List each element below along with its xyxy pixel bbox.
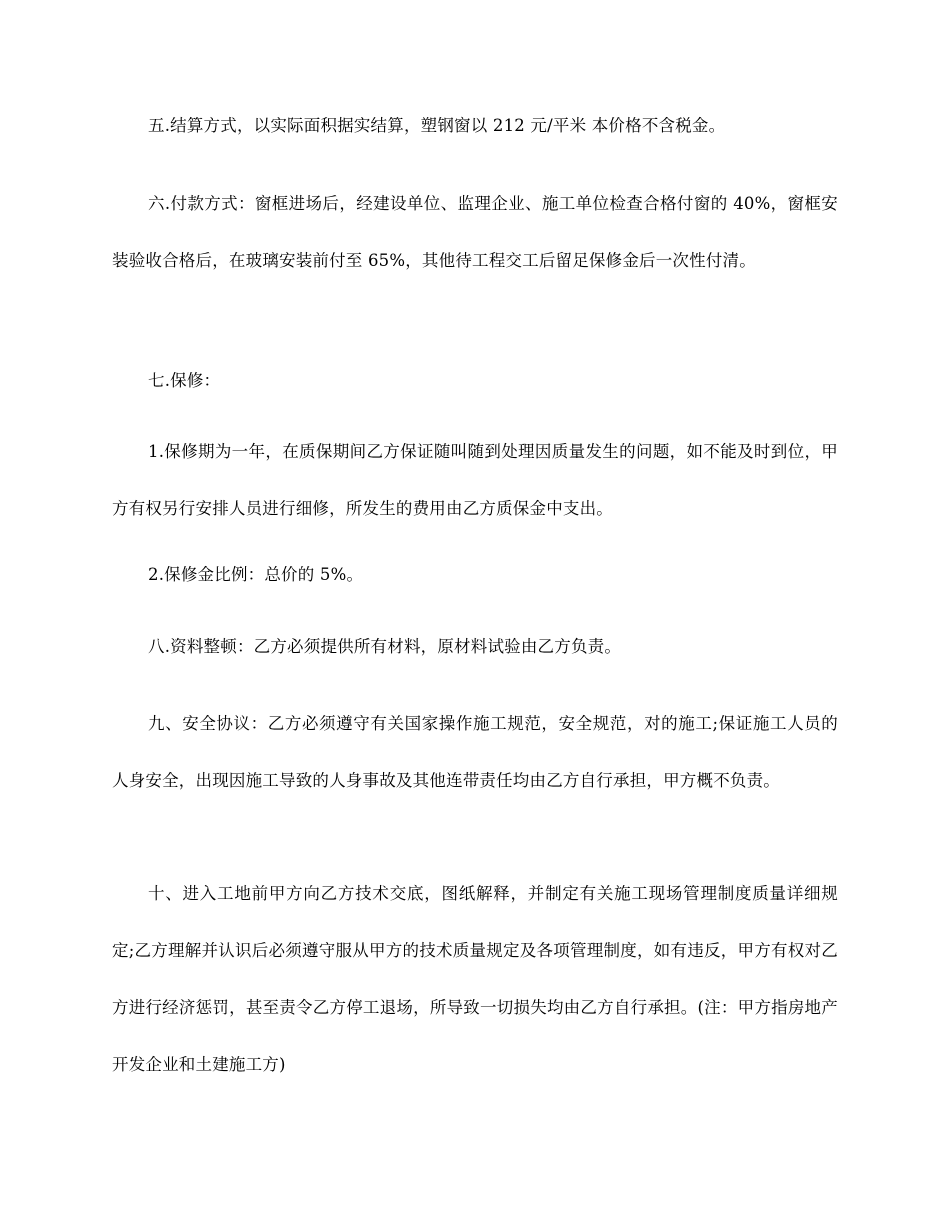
clause-technical-briefing: 十、进入工地前甲方向乙方技术交底，图纸解释，并制定有关施工现场管理制度质量详细规定;乙方理解并认识后必须遵守服从甲方的技术质量规定及各项管理制度，如有违反，甲方有权对乙方进行经济惩罚，甚至责令乙方停工退场，所导致一切损失均由乙方自行承担。(注：甲方指房地产开发企业和土建施工方) xyxy=(112,884,838,1074)
clause-settlement-method: 五.结算方式，以实际面积据实结算，塑钢窗以 212 元/平米 本价格不含税金。 xyxy=(148,116,726,135)
clause-documents: 八.资料整顿：乙方必须提供所有材料，原材料试验由乙方负责。 xyxy=(148,637,622,656)
clause-warranty-heading: 七.保修： xyxy=(148,371,221,390)
clause-warranty-period: 1.保修期为一年，在质保期间乙方保证随叫随到处理因质量发生的问题，如不能及时到位，甲方有权另行安排人员进行细修，所发生的费用由乙方质保金中支出。 xyxy=(112,442,838,518)
clause-payment-method: 六.付款方式：窗框进场后，经建设单位、监理企业、施工单位检查合格付窗的 40%，窗框安装验收合格后，在玻璃安装前付至 65%，其他待工程交工后留足保修金后一次性付清。 xyxy=(112,194,838,270)
clause-safety-agreement: 九、安全协议：乙方必须遵守有关国家操作施工规范，安全规范，对的施工;保证施工人员的人身安全，出现因施工导致的人身事故及其他连带责任均由乙方自行承担，甲方概不负责。 xyxy=(112,714,838,790)
clause-warranty-ratio: 2.保修金比例：总价的 5%。 xyxy=(148,565,364,584)
